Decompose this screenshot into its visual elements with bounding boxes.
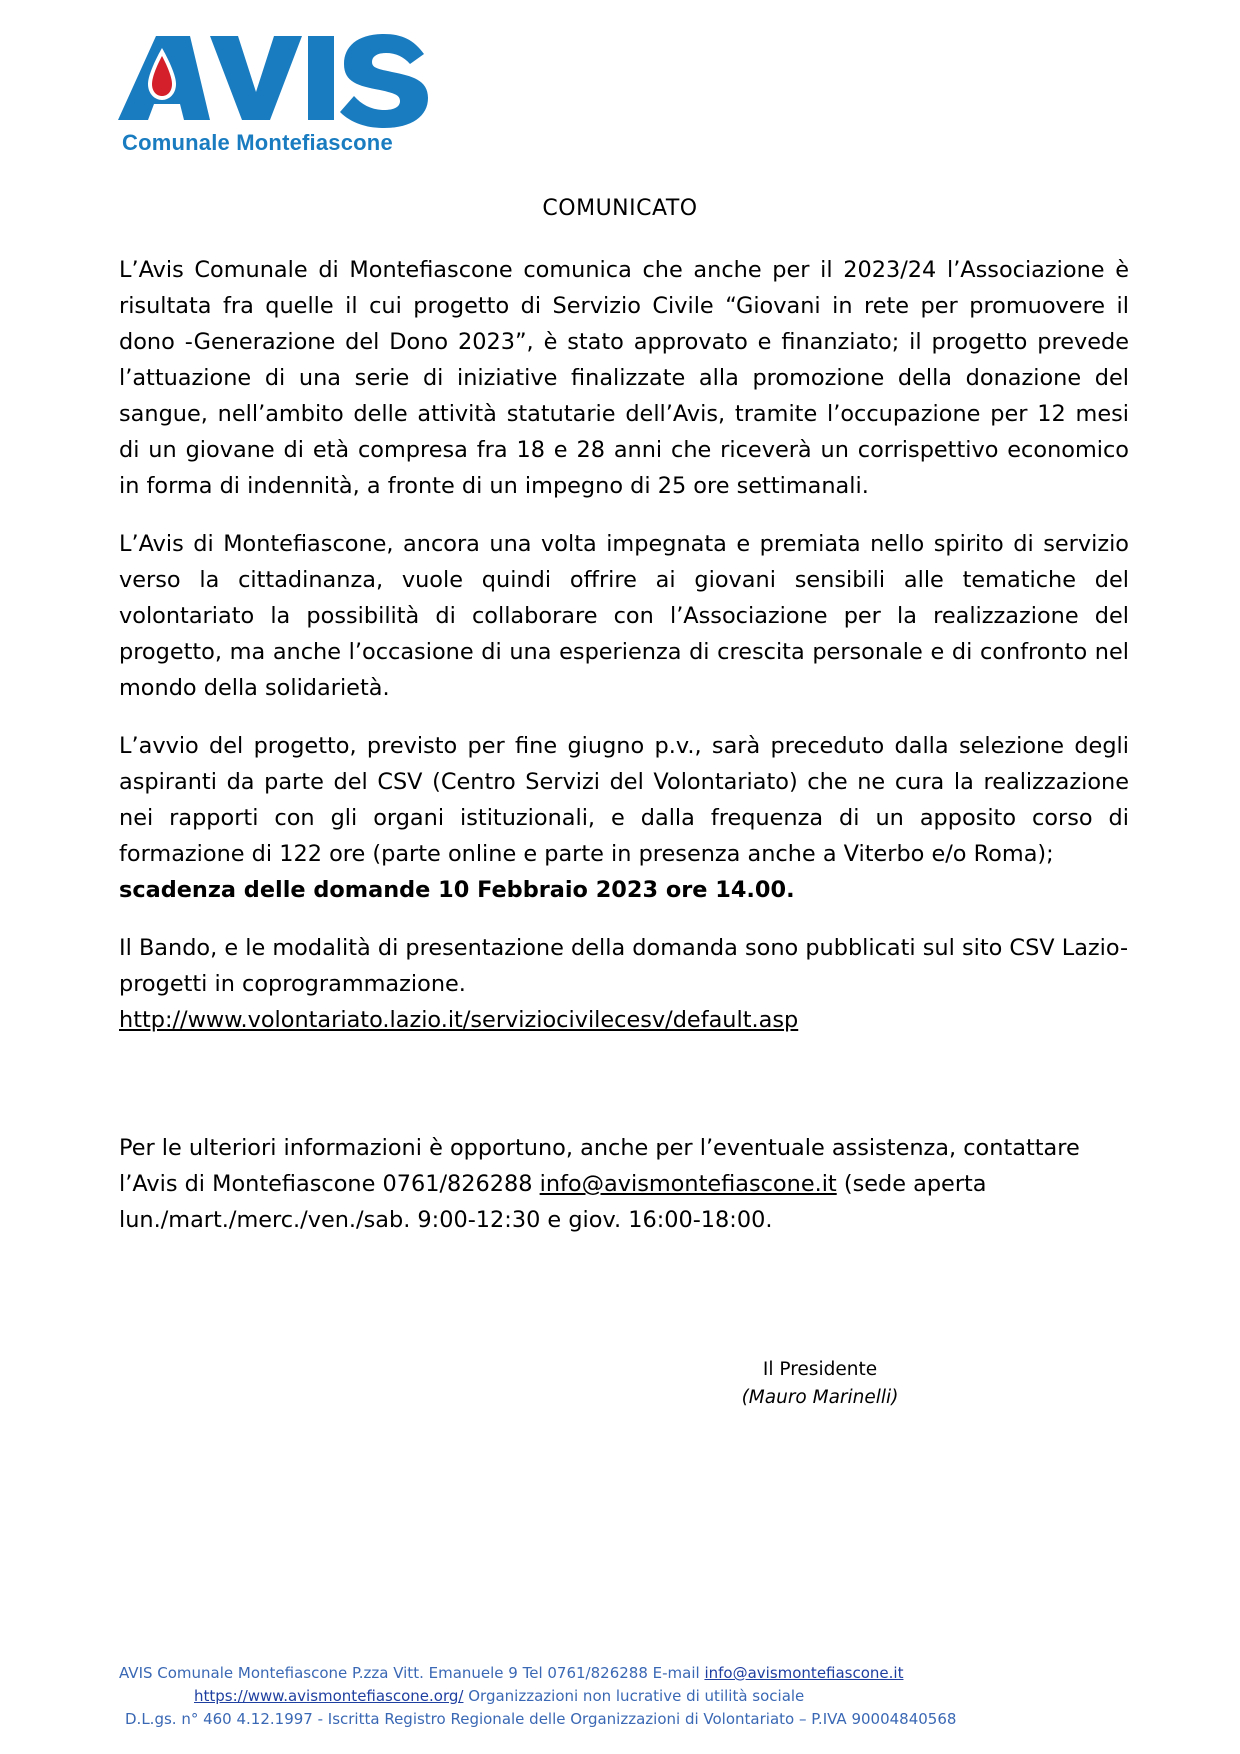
deadline-text: scadenza delle domande 10 Febbraio 2023 ore 14.00.	[119, 877, 795, 903]
footer-email-link[interactable]: info@avismontefiascone.it	[704, 1664, 904, 1682]
contact-email-link[interactable]: info@avismontefiascone.it	[539, 1171, 837, 1197]
footer-line-address	[119, 1662, 903, 1685]
spacer	[119, 1060, 1129, 1130]
document-body	[119, 252, 1129, 1260]
bando-text: Il Bando, e le modalità di presentazione della domanda sono pubblicati sul sito CSV Lazio- progetti in coprogrammazione.	[119, 935, 1129, 997]
avis-logo-graphic	[118, 28, 438, 138]
document-title: COMUNICATO	[542, 196, 698, 221]
signature-name: (Mauro Marinelli)	[741, 1387, 899, 1408]
paragraph-announcement: L’Avis Comunale di Montefiascone comunica che anche per il 2023/24 l’Associazione è risultata fra quelle il cui progetto di Servizio Civile “Giovani in rete per promuovere il dono -Generazione del Dono 2023”, è stato approvato e finanziato; il progetto prevede l’attuazione di una serie di iniziative finalizzate alla promozione della donazione del sangue, nell’ambito delle attività statutarie dell’Avis, tramite l’occupazione per 12 mesi di un giovane di età compresa fra 18 e 28 anni che riceverà un corrispettivo economico in forma di indennità, a fronte di un impegno di 25 ore settimanali.	[119, 257, 1129, 499]
paragraph-contacts	[119, 1130, 1129, 1238]
footer-address-text: AVIS Comunale Montefiascone P.zza Vitt. Emanuele 9 Tel 0761/826288 E-mail	[119, 1664, 705, 1682]
paragraph-commitment: L’Avis di Montefiascone, ancora una volta impegnata e premiata nello spirito di servizio verso la cittadinanza, vuole quindi offrire ai giovani sensibili alle tematiche del volontariato la possibilità di collaborare con l’Associazione per la realizzazione del progetto, ma anche l’occasione di una esperienza di crescita personale e di confronto nel mondo della solidarietà.	[119, 531, 1129, 701]
footer-line-registry: D.L.gs. n° 460 4.12.1997 - Iscritta Registro Regionale delle Organizzazioni di Volontariato – P.IVA 90004840568	[125, 1710, 957, 1728]
contacts-text: Per le ulteriori informazioni è opportuno, anche per l’eventuale assistenza, contattare l’Avis di Montefiascone 0761/826288	[119, 1135, 1080, 1197]
bando-link[interactable]: http://www.volontariato.lazio.it/serviziocivilecesv/default.asp	[119, 1007, 799, 1033]
contacts-hours: (sede aperta lun./mart./merc./ven./sab. 9:00-12:30 e giov. 16:00-18:00.	[119, 1171, 987, 1233]
logo-subtitle: Comunale Montefiascone	[122, 130, 393, 155]
footer-website-link[interactable]: https://www.avismontefiascone.org/	[194, 1687, 464, 1705]
signature-role: Il Presidente	[762, 1359, 878, 1380]
selection-text: L’avvio del progetto, previsto per fine giugno p.v., sarà preceduto dalla selezione degli aspiranti da parte del CSV (Centro Servizi del Volontariato) che ne cura la realizzazione nei rapporti con gli organi istituzionali, e dalla frequenza di un apposito corso di formazione di 122 ore (parte online e parte in presenza anche a Viterbo e/o Roma);	[119, 733, 1129, 867]
footer-line-website	[194, 1685, 804, 1708]
footer-onlus-text: Organizzazioni non lucrative di utilità sociale	[463, 1687, 805, 1705]
paragraph-bando	[119, 930, 1129, 1038]
paragraph-selection	[119, 728, 1129, 908]
signature-block	[700, 1356, 940, 1412]
